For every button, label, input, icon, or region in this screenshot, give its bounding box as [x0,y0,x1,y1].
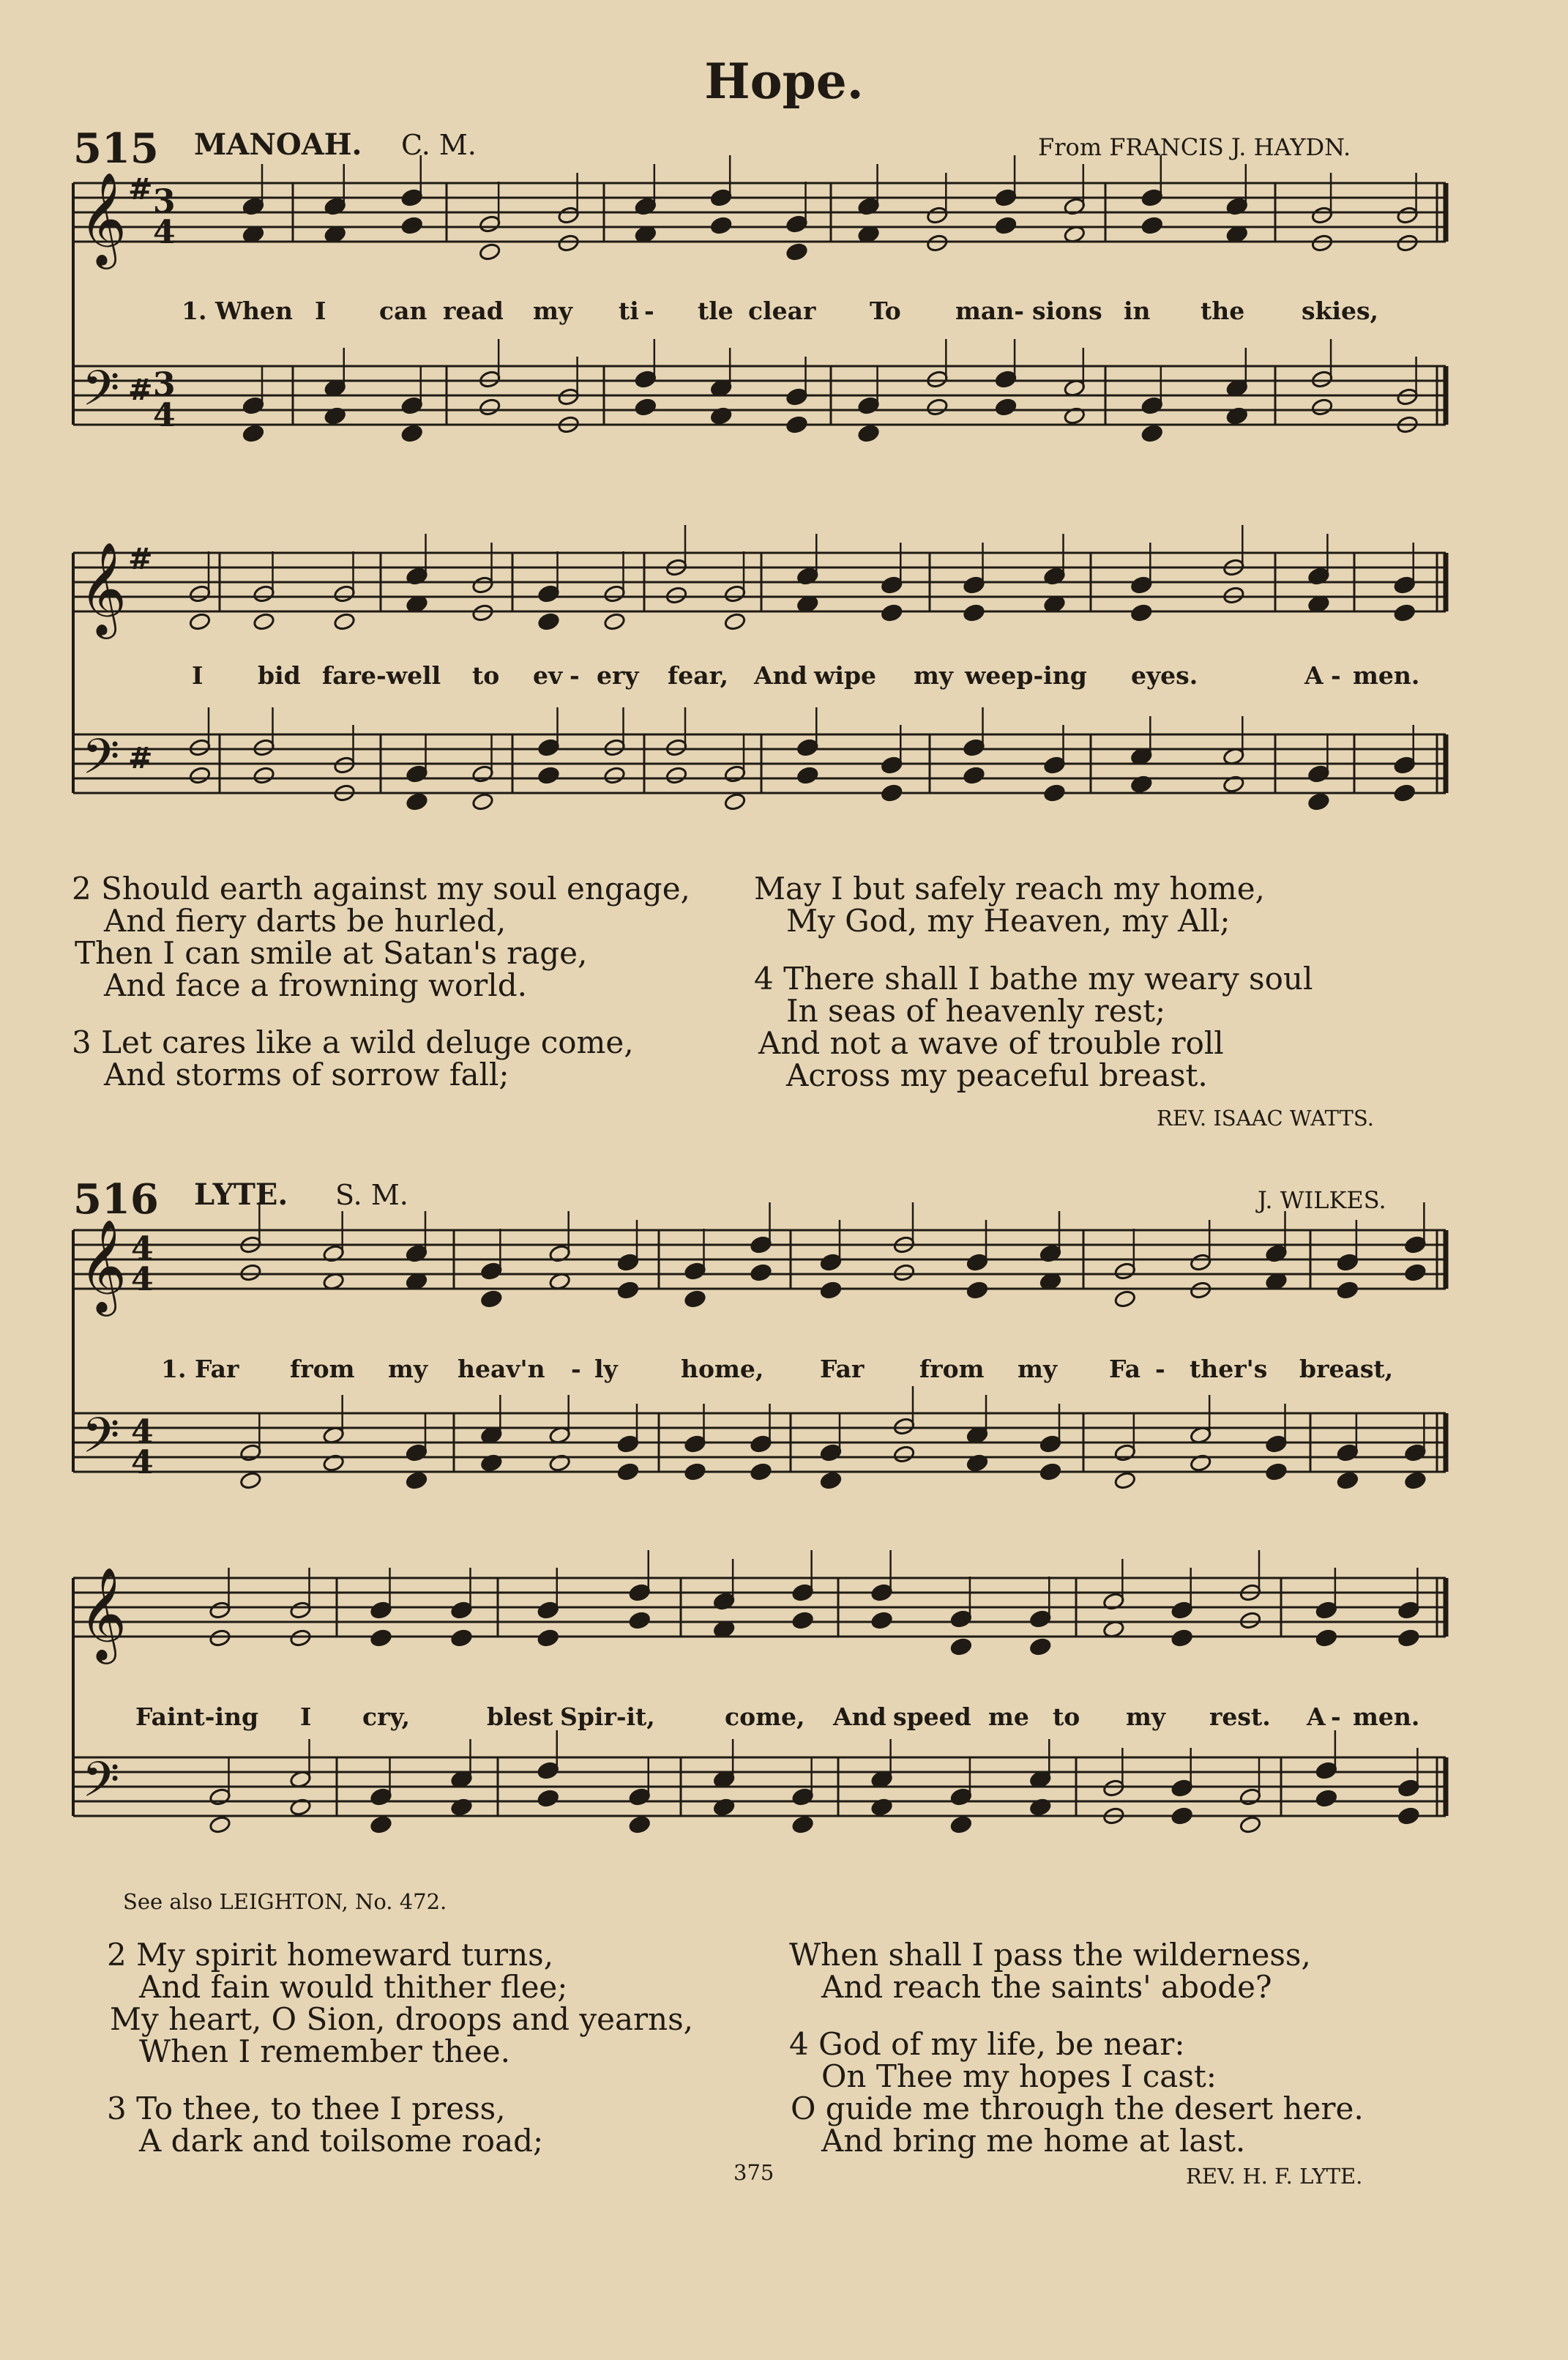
lyric-syllable: 1. Far [161,1355,239,1383]
lyric-syllable: ther's [1190,1355,1268,1383]
lyric-syllable: Far [820,1355,865,1383]
lyric-syllable: Faint-ing [135,1702,259,1731]
lyric-syllable: from [290,1355,355,1383]
verse-line: May I but safely reach my home, [754,871,1265,907]
lyric-syllable: 1. When [182,297,293,325]
verse-line: To thee, to thee I press, [136,2091,506,2126]
lyric-syllable: I [315,297,326,325]
lyric-syllable: can [379,297,428,325]
verse-number: 2 [107,1937,127,1973]
lyric-syllable: ev [533,661,563,690]
lyric-syllable: - [644,297,654,325]
verse-line: And not a wave of trouble roll [758,1025,1224,1061]
verse-2 [107,1939,693,2068]
see-also-note: See also LEIGHTON, No. 472. [123,1889,447,1914]
lyric-syllable: wipe [814,661,877,690]
svg-text:𝄞: 𝄞 [79,1566,127,1660]
lyric-syllable: my [1126,1702,1166,1731]
svg-text:𝄢: 𝄢 [82,1407,120,1475]
lyric-syllable: - [570,661,580,690]
lyric-syllable: from [919,1355,985,1383]
svg-text:𝄞: 𝄞 [79,541,127,635]
svg-text:#: # [128,542,153,576]
lyric-syllable: heav'n [458,1355,545,1383]
lyric-syllable: weep-ing [965,661,1087,690]
verse-number: 4 [789,2026,809,2062]
lyric-syllable: my [914,661,954,690]
lyric-syllable: my [533,297,573,325]
lyric-syllable: - [1331,661,1341,690]
svg-text:#: # [128,373,153,407]
svg-text:𝄞: 𝄞 [79,1218,127,1312]
lyric-syllable: cry, [362,1702,410,1731]
svg-text:#: # [128,172,153,206]
verse-line: Should earth against my soul engage, [101,871,690,907]
lyric-syllable: And [833,1702,886,1731]
lyric-syllable: ly [594,1355,618,1383]
lyric-syllable: my [388,1355,428,1383]
hymn-number-516: 516 [73,1175,159,1224]
verse-number: 3 [107,2091,127,2126]
svg-text:4: 4 [131,1230,154,1268]
verse-line: When shall I pass the wilderness, [789,1937,1311,1973]
lyric-syllable: clear [748,297,816,325]
lyric-syllable: read [443,297,504,325]
verse-line: My God, my Heaven, my All; [786,903,1231,939]
lyric-syllable: And [754,661,807,690]
lyric-syllable: sions [1032,297,1102,325]
svg-text:4: 4 [131,1261,154,1298]
lyric-syllable: the [1201,297,1245,325]
verse-3-continued [789,1939,1311,2003]
svg-text:𝄢: 𝄢 [82,1752,120,1820]
svg-text:4: 4 [153,397,176,434]
lyric-syllable: come, [725,1702,805,1731]
lyric-syllable: to [472,661,500,690]
verse-line: Across my peaceful breast. [786,1057,1208,1093]
verse-4 [754,963,1313,1092]
svg-text:𝄢: 𝄢 [82,729,120,797]
verse-2 [72,873,690,1002]
lyric-syllable: speed [893,1702,971,1731]
verse-3 [72,1024,634,1092]
lyric-syllable: breast, [1299,1355,1394,1383]
lyric-syllable: bid [258,661,301,690]
page-number: 375 [733,2160,774,2185]
verse-line: O guide me through the desert here. [791,2091,1364,2126]
lyric-syllable: ery [597,661,639,690]
lyric-syllable: Spir-it, [560,1702,655,1731]
svg-text:4: 4 [131,1413,154,1451]
lyric-syllable: in [1124,297,1151,325]
verse-line: Then I can smile at Satan's rage, [75,935,588,971]
lyric-syllable: home, [681,1355,764,1383]
svg-text:𝄞: 𝄞 [79,171,127,265]
lyric-syllable: A [1307,1702,1326,1731]
author-516: REV. H. F. LYTE. [1186,2164,1363,2189]
lyric-syllable: blest [487,1702,553,1731]
lyric-syllable: - [1331,1702,1341,1731]
svg-text:#: # [128,741,153,775]
lyric-syllable: To [870,297,901,325]
svg-text:3: 3 [153,366,176,403]
composer-515: From FRANCIS J. HAYDN. [1038,133,1351,161]
lyric-syllable: tle [698,297,733,325]
verse-line: Let cares like a wild deluge come, [101,1024,634,1060]
verse-line: And fiery darts be hurled, [104,903,507,939]
verse-3 [107,2093,543,2157]
verse-line: And storms of sorrow fall; [104,1057,509,1092]
verse-line: And fain would thither flee; [139,1969,568,2005]
lyric-syllable: rest. [1209,1702,1271,1731]
svg-text:𝄢: 𝄢 [82,360,120,428]
verse-line: A dark and toilsome road; [139,2123,544,2159]
composer-516: J. WILKES. [1258,1186,1386,1214]
lyric-syllable: A [1304,661,1324,690]
lyric-syllable: I [300,1702,312,1731]
verse-line: On Thee my hopes I cast: [821,2058,1217,2094]
verse-number: 4 [754,961,774,997]
verse-4 [789,2028,1364,2157]
meter-515: C. M. [401,129,477,161]
verse-3-continued [754,873,1265,937]
lyric-syllable: I [192,661,204,690]
lyric-syllable: to [1053,1702,1080,1731]
verse-line: When I remember thee. [139,2033,511,2069]
tune-name-lyte: LYTE. [194,1177,288,1212]
lyric-syllable: eyes. [1131,661,1198,690]
verse-number: 3 [72,1024,92,1060]
lyric-syllable: fear, [668,661,729,690]
lyric-syllable: - [1155,1355,1165,1383]
lyric-syllable: fare-well [322,661,441,690]
lyric-syllable: me [988,1702,1029,1731]
hymn-number-515: 515 [73,124,159,173]
lyric-syllable: men. [1353,661,1420,690]
verse-line: There shall I bathe my weary soul [783,961,1313,997]
lyric-syllable: Fa [1109,1355,1141,1383]
verse-line: And face a frowning world. [104,967,527,1003]
lyric-syllable: ti [619,297,639,325]
svg-text:3: 3 [153,183,176,220]
lyric-syllable: - [571,1355,581,1383]
verse-line: And reach the saints' abode? [821,1969,1272,2005]
page-heading: Hope. [704,53,864,110]
lyric-syllable: men. [1353,1702,1420,1731]
author-515: REV. ISAAC WATTS. [1157,1106,1374,1131]
verse-line: My heart, O Sion, droops and yearns, [110,2001,694,2037]
lyric-syllable: my [1018,1355,1058,1383]
verse-number: 2 [72,871,92,907]
verse-line: God of my life, be near: [818,2026,1185,2062]
verse-line: And bring me home at last. [821,2123,1246,2159]
verse-line: My spirit homeward turns, [136,1937,554,1973]
verse-line: In seas of heavenly rest; [786,993,1166,1029]
svg-text:4: 4 [131,1444,154,1481]
meter-516: S. M. [335,1179,408,1211]
lyric-syllable: skies, [1302,297,1379,325]
svg-text:4: 4 [153,214,176,251]
lyric-syllable: man- [955,297,1024,325]
tune-name-manoah: MANOAH. [194,127,362,162]
